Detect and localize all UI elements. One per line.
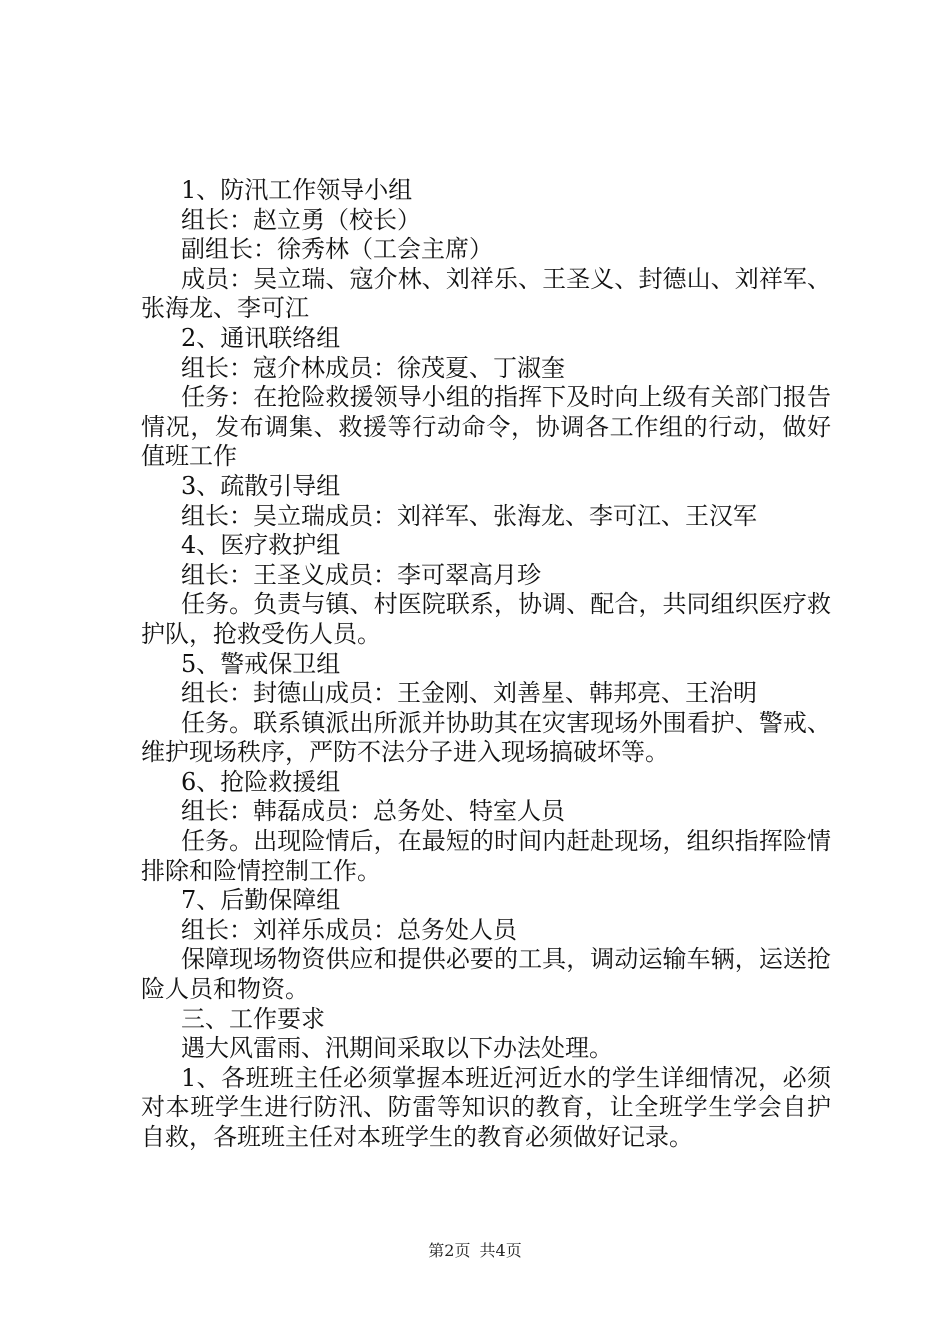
paragraph-rescue-leader: 组长：韩磊成员：总务处、特室人员 — [181, 797, 565, 826]
heading-medical-group: 4、医疗救护组 — [181, 531, 341, 560]
paragraph-medical-leader: 组长：王圣义成员：李可翠高月珍 — [181, 560, 541, 589]
heading-communication-group: 2、通讯联络组 — [181, 323, 341, 352]
paragraph-weather-measures: 遇大风雷雨、汛期间采取以下办法处理。 — [181, 1034, 613, 1063]
heading-evacuation-group: 3、疏散引导组 — [181, 471, 341, 500]
page-footer — [0, 1238, 950, 1261]
paragraph-rescue-task: 任务。出现险情后，在最短的时间内赶赴现场，组织指挥险情排除和险情控制工作。 — [141, 827, 831, 885]
paragraph-security-task: 任务。联系镇派出所派并协助其在灾害现场外围看护、警戒、维护现场秩序，严防不法分子进入现场搞破坏等。 — [141, 708, 831, 767]
paragraph-logistics-leader: 组长：刘祥乐成员：总务处人员 — [181, 915, 517, 944]
paragraph-medical-task: 任务。负责与镇、村医院联系，协调、配合，共同组织医疗救护队，抢救受伤人员。 — [141, 590, 831, 648]
paragraph-deputy-leader: 副组长：徐秀林（工会主席） — [181, 235, 493, 264]
heading-security-group: 5、警戒保卫组 — [181, 649, 341, 678]
paragraph-communication-leader: 组长：寇介林成员：徐茂夏、丁淑奎 — [181, 353, 565, 382]
page-number: 第2页 — [428, 1241, 471, 1260]
page-total: 共4页 — [479, 1241, 522, 1260]
paragraph-members: 成员：吴立瑞、寇介林、刘祥乐、王圣义、封德山、刘祥军、张海龙、李可江 — [141, 264, 831, 323]
paragraph-communication-task: 任务：在抢险救援领导小组的指挥下及时向上级有关部门报告情况，发布调集、救援等行动命令，协调各工作组的行动，做好值班工作 — [141, 383, 831, 471]
heading-flood-leadership-group: 1、防汛工作领导小组 — [181, 176, 413, 204]
paragraph-class-teacher-duty: 1、各班班主任必须掌握本班近河近水的学生详细情况，必须对本班学生进行防汛、防雷等知识的教育，让全班学生学会自护自救，各班班主任对本班学生的教育必须做好记录。 — [141, 1063, 831, 1151]
paragraph-group-leader: 组长：赵立勇（校长） — [181, 205, 421, 234]
heading-logistics-group: 7、后勤保障组 — [181, 886, 341, 915]
paragraph-security-leader: 组长：封德山成员：王金刚、刘善星、韩邦亮、王治明 — [181, 679, 757, 708]
paragraph-evacuation-leader: 组长：吴立瑞成员：刘祥军、张海龙、李可江、王汉军 — [181, 501, 757, 530]
paragraph-logistics-task: 保障现场物资供应和提供必要的工具，调动运输车辆，运送抢险人员和物资。 — [141, 945, 831, 1004]
heading-rescue-group: 6、抢险救援组 — [181, 767, 341, 796]
heading-work-requirements: 三、工作要求 — [181, 1004, 325, 1033]
document-body — [141, 176, 831, 1153]
